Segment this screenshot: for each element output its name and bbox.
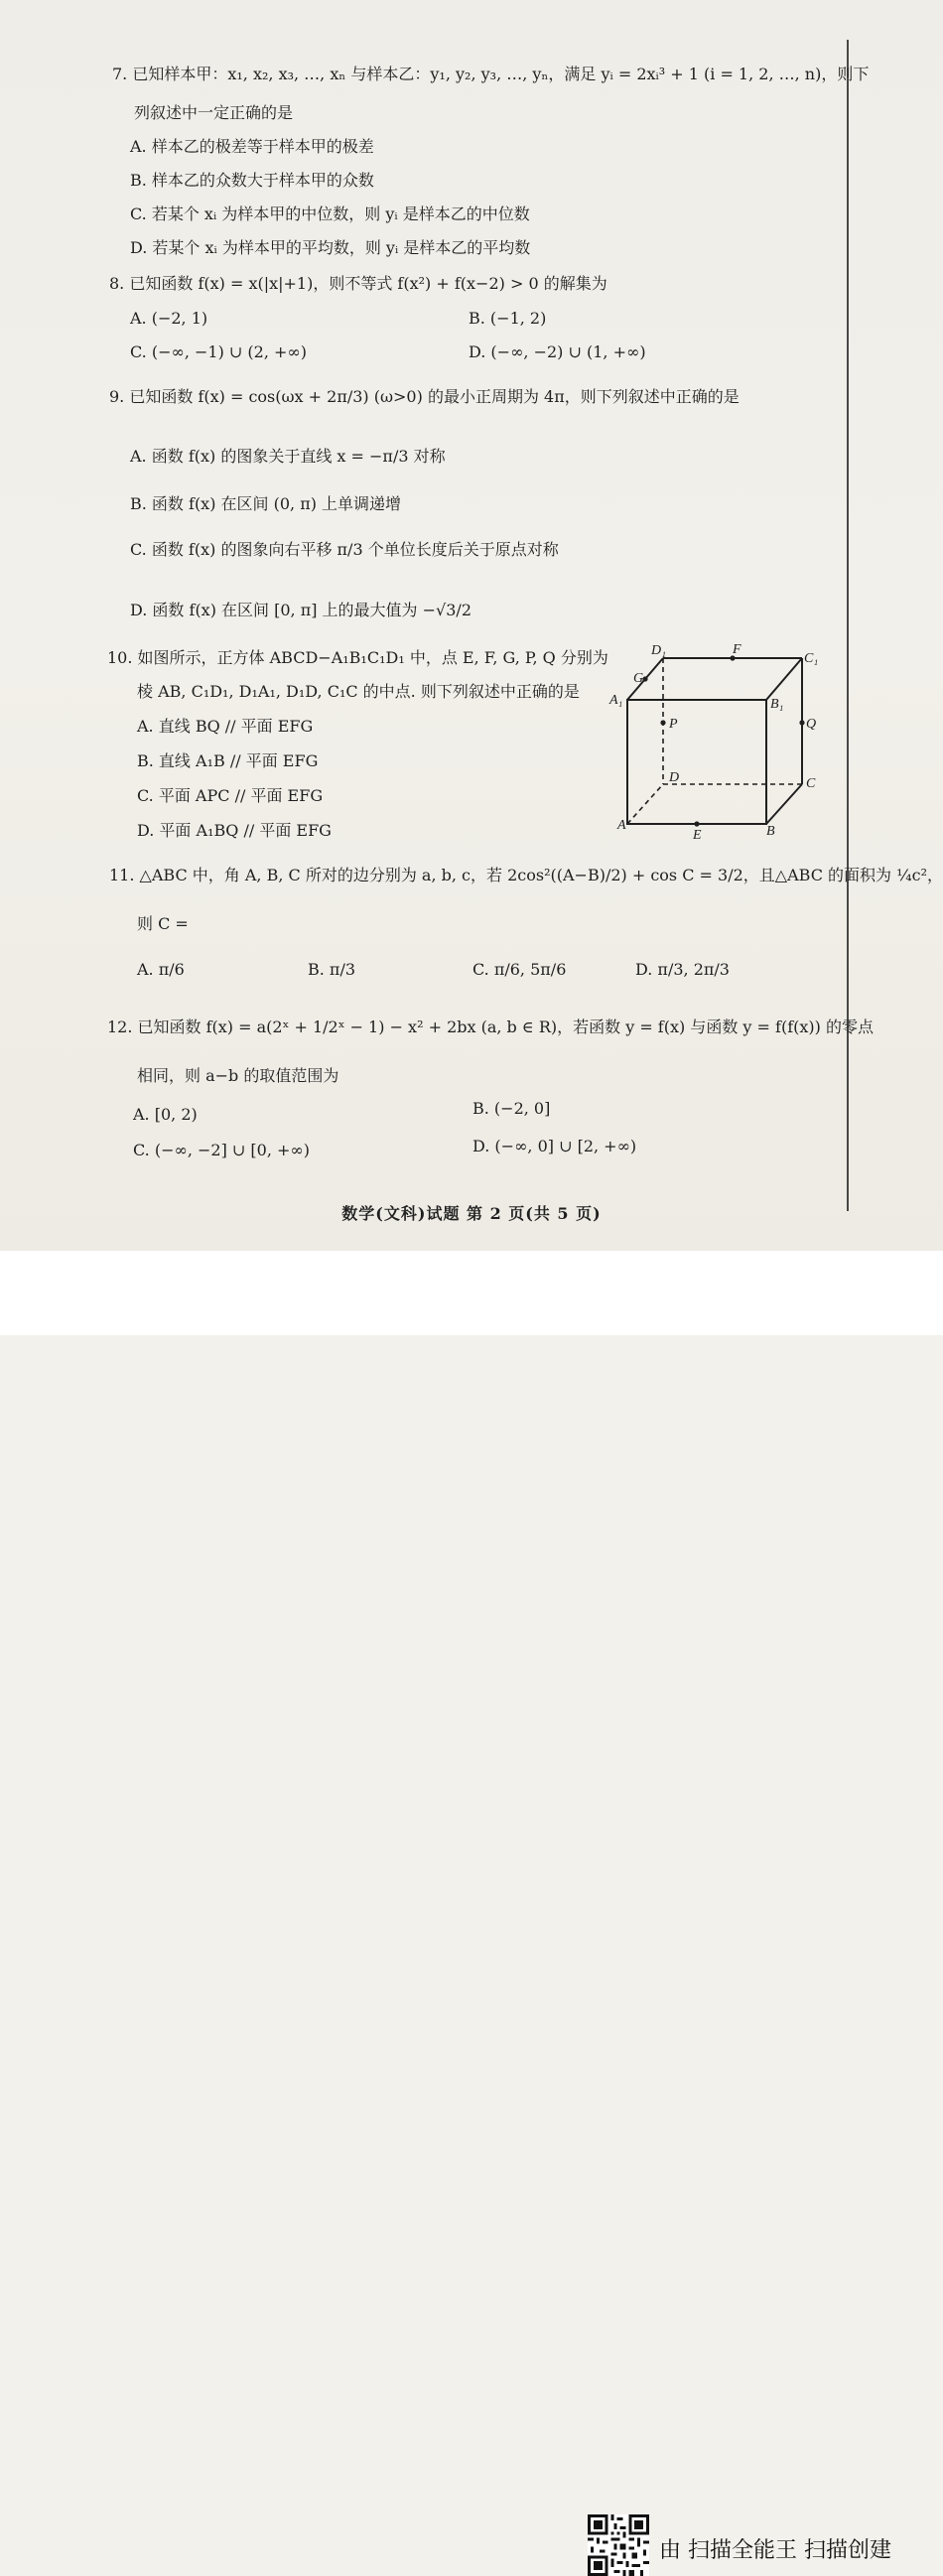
- label-p: P: [669, 717, 678, 732]
- label-e: E: [693, 828, 702, 843]
- qr-code-icon: [588, 2514, 649, 2576]
- q11-option-a: A. π/6: [137, 960, 185, 979]
- q8-option-a: A. (−2, 1): [130, 309, 208, 328]
- front-face: [627, 700, 766, 824]
- q10-option-d: D. 平面 A₁BQ // 平面 EFG: [137, 821, 332, 840]
- edge-ad-hidden: [627, 784, 663, 824]
- q11-stem-line2: 则 C =: [137, 914, 189, 933]
- point-p: [660, 720, 665, 725]
- q10-option-c: C. 平面 APC // 平面 EFG: [137, 786, 324, 805]
- edge-b1c1: [766, 658, 802, 700]
- q9-option-c: C. 函数 f(x) 的图象向右平移 π/3 个单位长度后关于原点对称: [130, 540, 559, 559]
- q12-option-b: B. (−2, 0]: [472, 1099, 551, 1118]
- q10-stem-line1: 10. 如图所示，正方体 ABCD−A₁B₁C₁D₁ 中，点 E, F, G, P, Q 分别为: [107, 648, 608, 667]
- q9-stem: 9. 已知函数 f(x) = cos(ωx + 2π/3) (ω>0) 的最小正周期为 4π，则下列叙述中正确的是: [109, 387, 740, 406]
- q9-option-b: B. 函数 f(x) 在区间 (0, π) 上单调递增: [130, 494, 402, 513]
- q12-option-d: D. (−∞, 0] ∪ [2, +∞): [472, 1137, 637, 1155]
- q7-stem-line1: 7. 已知样本甲：x₁, x₂, x₃, …, xₙ 与样本乙：y₁, y₂, y₃, …, yₙ，满足 yᵢ = 2xᵢ³ + 1 (i = 1, 2, …, n)，则下: [112, 65, 870, 83]
- label-d: D: [669, 770, 680, 785]
- q8-option-c: C. (−∞, −1) ∪ (2, +∞): [130, 342, 307, 361]
- label-c: C: [806, 776, 816, 791]
- label-d1: D₁: [651, 643, 666, 658]
- q11-stem-line1: 11. △ABC 中，角 A, B, C 所对的边分别为 a, b, c，若 2cos²((A−B)/2) + cos C = 3/2，且△ABC 的面积为 ¼c²，: [109, 866, 943, 884]
- q10-stem-line2: 棱 AB, C₁D₁, D₁A₁, D₁D, C₁C 的中点. 则下列叙述中正确的是: [137, 682, 580, 701]
- q11-option-c: C. π/6, 5π/6: [472, 960, 567, 979]
- q12-stem-line2: 相同，则 a−b 的取值范围为: [137, 1066, 339, 1085]
- q8-option-b: B. (−1, 2): [469, 309, 547, 328]
- scanner-watermark-bar: [0, 1251, 943, 2563]
- point-e: [694, 821, 699, 826]
- q9-option-a: A. 函数 f(x) 的图象关于直线 x = −π/3 对称: [130, 447, 446, 466]
- q10-option-a: A. 直线 BQ // 平面 EFG: [137, 717, 314, 736]
- point-q: [799, 720, 804, 725]
- q8-option-d: D. (−∞, −2) ∪ (1, +∞): [469, 342, 646, 361]
- cube-figure: [606, 640, 834, 844]
- label-b: B: [766, 824, 775, 839]
- q7-option-d: D. 若某个 xᵢ 为样本甲的平均数，则 yᵢ 是样本乙的平均数: [130, 238, 531, 257]
- label-f: F: [733, 642, 741, 657]
- q7-option-a: A. 样本乙的极差等于样本甲的极差: [130, 137, 374, 156]
- page-footer: 数学(文科)试题 第 2 页(共 5 页): [341, 1204, 602, 1223]
- label-c1: C₁: [804, 651, 819, 666]
- q7-stem-line2: 列叙述中一定正确的是: [134, 103, 294, 122]
- q7-option-b: B. 样本乙的众数大于样本甲的众数: [130, 171, 374, 190]
- q12-option-c: C. (−∞, −2] ∪ [0, +∞): [133, 1141, 310, 1159]
- q8-stem: 8. 已知函数 f(x) = x(|x|+1)，则不等式 f(x²) + f(x−2) > 0 的解集为: [109, 274, 607, 293]
- scanner-caption: 由 扫描全能王 扫描创建: [659, 2538, 891, 2563]
- label-q: Q: [806, 717, 817, 732]
- q11-option-b: B. π/3: [308, 960, 356, 979]
- q9-option-d: D. 函数 f(x) 在区间 [0, π] 上的最大值为 −√3/2: [130, 601, 472, 619]
- label-a: A: [617, 818, 626, 833]
- label-b1: B₁: [770, 697, 784, 712]
- edge-bc: [766, 784, 802, 824]
- q12-stem-line1: 12. 已知函数 f(x) = a(2ˣ + 1/2ˣ − 1) − x² + 2bx (a, b ∈ R)，若函数 y = f(x) 与函数 y = f(f(x)) 的零点: [107, 1017, 874, 1036]
- point-g: [642, 676, 647, 681]
- q12-option-a: A. [0, 2): [133, 1105, 198, 1124]
- exam-page: [0, 0, 943, 1251]
- label-a1: A₁: [609, 693, 623, 708]
- q11-option-d: D. π/3, 2π/3: [635, 960, 730, 979]
- q10-option-b: B. 直线 A₁B // 平面 EFG: [137, 751, 319, 770]
- label-g: G: [633, 671, 644, 686]
- q7-option-c: C. 若某个 xᵢ 为样本甲的中位数，则 yᵢ 是样本乙的中位数: [130, 204, 530, 223]
